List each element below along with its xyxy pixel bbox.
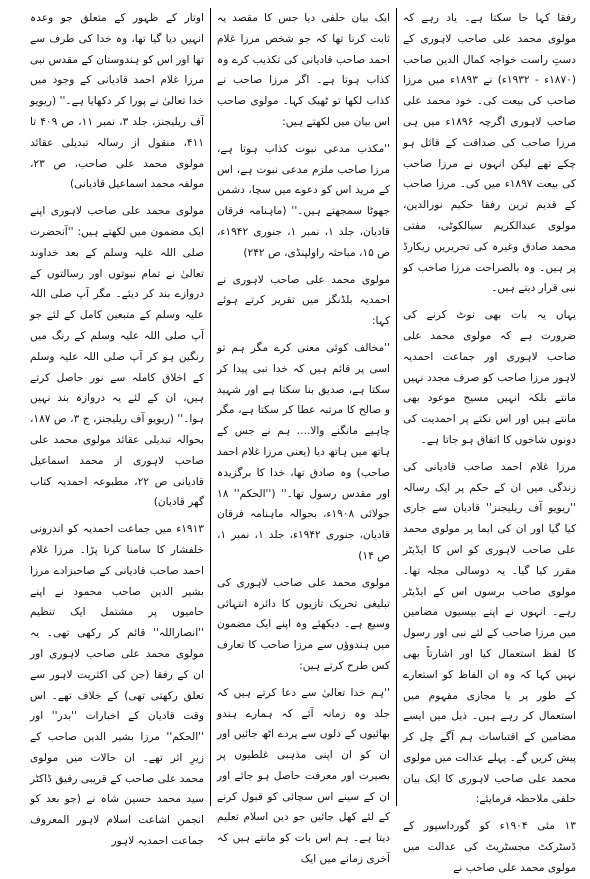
quotation: ''ہم خدا تعالیٰ سے دعا کرتے ہیں کہ جلد وہ زمانہ آئے کہ ہمارے ہندو بھائیوں کے دلوں سے پردے اٹھ جائیں اور ان کو ان اپنی مذہبی غلطیوں پر بصیرت اور معرفت حاصل ہو جائے اور ان کے سینے اس سچائی کو قبول کرنے کے لئے کھل جائیں جو دین اسلام تعلیم دیتا ہے۔ ہم اس بات کو مانتے ہیں کہ آخری زمانے میں ایک [217,686,390,866]
text-columns [8,8,582,874]
paragraph: مولوی محمد علی صاحب لاہوری نے احمدیہ بلڈنگز میں تقریر کرتے ہوئے کہا: [217,273,390,328]
quotation: اوتار کے ظہور کے متعلق جو وعدہ انہیں دیا گیا تھا، وہ خدا کی طرف سے تھا اور اس کو ہندوستان کے مقدس نبی مرزا غلام احمد قادیانی کے وجود میں خدا تعالیٰ نے پورا کر دکھایا ہے۔'' (ریویو آف ریلیجنز، جلد ۳، نمبر ۱۱، ص ۴۰۹ تا ۴۱۱، منقول از رسالہ تبدیلی عقائد مولوی محمد علی صاحب، ص ۲۳، مولفہ محمد اسماعیل قادیانی) [30,12,205,191]
quotation: ''مکذب مدعی نبوت کذاب ہوتا ہے، مرزا صاحب ملزم مدعی نبوت ہے، اس کے مرید اس کو دعوے میں سچا، دشمن جھوٹا سمجھتے ہیں۔'' (ماہنامہ فرقان قادیان، جلد ۱، نمبر ۱، جنوری ۱۹۴۲ء، ص ۱۵، مباحثہ راولپنڈی، ص ۲۴۲) [217,142,390,259]
column-right [396,8,582,874]
column-middle [210,8,396,866]
quotation: ''مخالف کوئی معنی کرے مگر ہم تو اسی پر قائم ہیں کہ خدا نبی پیدا کر سکتا ہے، صدیق بنا سکتا ہے اور شہید و صالح کا مرتبہ عطا کر سکتا ہے، مگر چاہیے مانگنے والا.... ہم نے جس کے ہاتھ میں ہاتھ دیا (یعنی مرزا غلام احمد صاحب) وہ صادق تھا، خدا کا برگزیدہ اور مقدس رسول تھا۔'' (''الحکم'' ۱۸ جولائی ۱۹۰۸ء، بحوالہ ماہنامہ فرقان قادیان، جنوری ۱۹۴۲ء، جلد ۱، نمبر ۱، ص ۱۴) [217,341,390,562]
paragraph: ۱۹۱۳ء میں جماعت احمدیہ کو اندرونی خلفشار کا سامنا کرنا پڑا۔ مرزا غلام احمد صاحب قادیانی کے صاحبزادے مرزا بشیر الدین صاحب محمود نے اپنے حامیوں پر مشتمل ایک تنظیم ''انصاراللہ'' قائم کر رکھی تھی۔ یہ مولوی محمد علی صاحب لاہوری اور ان کے رفقا (جن کی اکثریت لاہور سے تعلق رکھتی تھی) کے خلاف تھے۔ اس وقت قادیان کے اخبارات ''بدر'' اور ''الحکم'' مرزا بشیر الدین صاحب کے زیرِ اثر تھے۔ ان حالات میں مولوی محمد علی صاحب کے قریبی رفیق ڈاکٹر سید محمد حسین شاہ نے (جو بعد کو انجمن اشاعت اسلام لاہور المعروف جماعت احمدیہ لاہور [30,523,204,848]
paragraph: ایک بیان حلفی دیا جس کا مقصد یہ ثابت کرنا تھا کہ جو شخص مرزا غلام احمد صاحب قادیانی کی تکذیب کرے وہ کذاب ہوتا ہے۔ اگر مرزا صاحب نے کذاب لکھا تو ٹھیک کہا۔ مولوی صاحب اس بیان میں لکھتے ہیں: [217,12,390,128]
paragraph: یہاں یہ بات بھی نوٹ کرنے کی ضرورت ہے کہ مولوی محمد علی صاحب لاہوری اور جماعت احمدیہ لاہور مرزا صاحب کو صرف مجدد نہیں مانتے بلکہ انہیں مسیح موعود بھی مانتے ہیں اور اس نکتے پر احمدیت کی دونوں شاخوں کا اتفاق ہو جاتا ہے۔ [403,309,576,446]
paragraph: رفقا کہا جا سکتا ہے۔ یاد رہے کہ مولوی محمد علی صاحب لاہوری کے دستِ راست خواجہ کمال الدین صاحب (۱۸۷۰ء - ۱۹۳۲ء) نے ۱۸۹۳ء میں مرزا صاحب کی بیعت کی۔ خود محمد علی صاحب لاہوری اگرچہ ۱۸۹۶ء میں ہی مرزا صاحب کی صداقت کے قائل ہو چکے تھے لیکن انہوں نے مرزا صاحب کی بیعت ۱۸۹۷ء میں کی۔ مرزا صاحب کے قدیم ترین رفقا حکیم نورالدین، مولوی عبدالکریم سیالکوٹی، مفتی محمد صادق وغیرہ کی تحریریں ریکارڈ پر ہیں۔ وہ بالصراحت مرزا صاحب کو نبی قرار دیتے ہیں۔ [403,12,576,295]
paragraph: ۱۳ مئی ۱۹۰۴ء کو گورداسپور کے ڈسٹرکٹ مجسٹریٹ کی عدالت میں مولوی محمد علی صاحب نے [403,820,576,874]
paragraph: مولوی محمد علی صاحب لاہوری اپنے ایک مضمون میں لکھتے ہیں: ''آنحضرت صلی اللہ علیہ وسلم کے بعد خداوند تعالیٰ نے تمام نبوتوں اور رسالتوں کے دروازے بند کر دیئے۔ مگر آپ صلی اللہ علیہ وسلم کے متبعین کامل کے لئے جو آپ صلی اللہ علیہ وسلم کے رنگ میں رنگین ہو کر آپ صلی اللہ علیہ وسلم کے اخلاق کاملہ سے نور حاصل کرتے ہیں، ان کے لئے یہ دروازہ بند نہیں ہوا۔'' (ریویو آف ریلیجنز، ج ۳، ص ۱۸۷، بحوالہ تبدیلی عقائد مولوی محمد علی صاحب لاہوری از محمد اسماعیل قادیانی ص ۲۲، مطبوعہ احمدیہ کتاب گھر قادیان) [30,205,205,509]
column-left [24,8,210,848]
paragraph: مرزا غلام احمد صاحب قادیانی کی زندگی میں ان کے حکم پر ایک رسالہ ''ریویو آف ریلیجنز'' قادیان سے جاری کیا گیا اور ان کی ایما پر مولوی محمد علی صاحب لاہوری کو اس کا ایڈیٹر مقرر کیا گیا۔ یہ دوسالی مجلہ تھا۔ مولوی صاحب برسوں اس کے ایڈیٹر رہے۔ انہوں نے اپنے بیسیوں مضامین میں مرزا صاحب کے لئے نبی اور رسول کا لفظ استعمال کیا اور اشارتاً بھی نہیں کہا کہ وہ ان الفاظ کو استعارے کے طور پر یا مجازی مفہوم میں استعمال کر رہے ہیں۔ ذیل میں ایسے مضامین کے اقتباسات ہم آگے چل کر پیش کریں گے۔ پہلے عدالت میں مولوی محمد علی صاحب لاہوری کا ایک بیان حلفی ملاحظہ فرمایئے: [403,460,576,806]
paragraph: مولوی محمد علی صاحب لاہوری کی تبلیغی تحریک تازیوں کا دائرہ انتہائی وسیع ہے۔ دیکھئے وہ اپنے ایک مضمون میں ہندوؤں سے مرزا صاحب کا تعارف کس طرح کرتے ہیں: [217,576,390,672]
